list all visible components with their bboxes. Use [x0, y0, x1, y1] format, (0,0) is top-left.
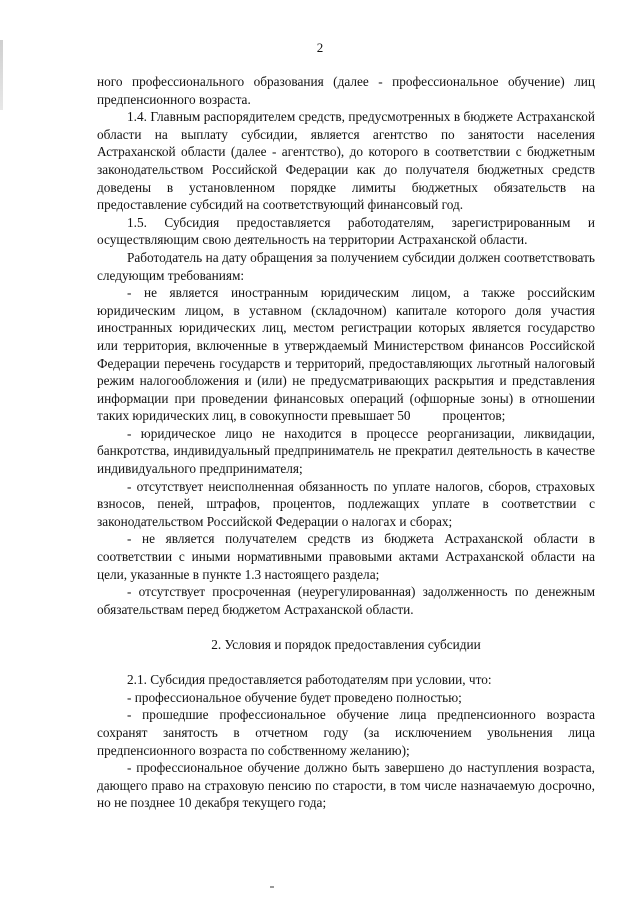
paragraph-1-5: 1.5. Субсидия предоставляется работодателям, зарегистрированным и осуществляющим свою деятельность на территории Астраханской области.: [97, 214, 595, 248]
paragraph-1-4: 1.4. Главным распорядителем средств, предусмотренных в бюджете Астраханской области на выплату субсидии, является агентство по занятости населения Астраханской области (далее - агентство), до которого в соответствии с бюджетным законодательством Российской Федерации как до получателя бюджетных средств доведены в установленном порядке лимиты бюджетных обязательств на предоставление субсидий на соответствующий финансовый год.: [97, 109, 595, 213]
paragraph-requirements-intro: Работодатель на дату обращения за получением субсидии должен соответствовать следующим требованиям:: [97, 249, 595, 283]
section-2-heading: 2. Условия и порядок предоставления субсидии: [211, 637, 481, 652]
paragraph-continuation: ного профессионального образования (далее - профессиональное обучение) лиц предпенсионного возраста.: [97, 74, 595, 107]
condition-full-training: - профессиональное обучение будет проведено полностью;: [127, 689, 462, 705]
requirement-foreign-entity-text: - не является иностранным юридическим лицом, а также российским юридическим лицом, в уставном (складочном) капитале которого доля участия иностранных юридических лиц, местом регистрации которых является государство или территория, включенные в утверждаемый Министерством финансов Российской Федерации перечень государств и территорий, предоставляющих льготный налоговый режим налогообложения и (или) не предусматривающих раскрытия и представления информации при проведении финансовых операций (офшорные зоны) в отношении таких юридических лиц, в совокупности превышает 50: [97, 285, 595, 424]
requirement-foreign-entity-percent: процентов;: [442, 408, 506, 424]
condition-training-deadline: - профессиональное обучение должно быть завершено до наступления возраста, дающего право на страховую пенсию по старости, в том числе назначаемую досрочно, но не позднее 10 декабря текущего года;: [97, 760, 595, 811]
spacer: [97, 654, 595, 672]
scan-speck: [270, 886, 274, 888]
requirement-foreign-entity: [97, 284, 595, 425]
requirement-no-tax-debt: - отсутствует неисполненная обязанность по уплате налогов, сборов, страховых взносов, пеней, штрафов, процентов, подлежащих уплате в соответствии с законодательством Российской Федерации о налогах и сборах;: [97, 478, 595, 529]
requirement-no-overdue-debt: - отсутствует просроченная (неурегулированная) задолженность по денежным обязательствам перед бюджетом Астраханской области.: [97, 584, 595, 617]
requirement-no-reorganization: - юридическое лицо не находится в процессе реорганизации, ликвидации, банкротства, индивидуальный предприниматель не прекратил деятельность в качестве индивидуального предпринимателя;: [97, 425, 595, 477]
section-2-body: [97, 671, 595, 812]
spacer: [97, 618, 595, 636]
paragraph-2-1: 2.1. Субсидия предоставляется работодателям при условии, что:: [127, 672, 492, 688]
document-body: [97, 73, 595, 812]
condition-keep-employment: - прошедшие профессиональное обучение лица предпенсионного возраста сохранят занятость в отчетном году (за исключением увольнения лица предпенсионного возраста по собственному желанию);: [97, 707, 595, 758]
page-number: 2: [316, 40, 324, 55]
requirement-not-other-recipient: - не является получателем средств из бюджета Астраханской области в соответствии с иными нормативными правовыми актами Астраханской области на цели, указанные в пункте 1.3 настоящего раздела;: [97, 531, 595, 582]
